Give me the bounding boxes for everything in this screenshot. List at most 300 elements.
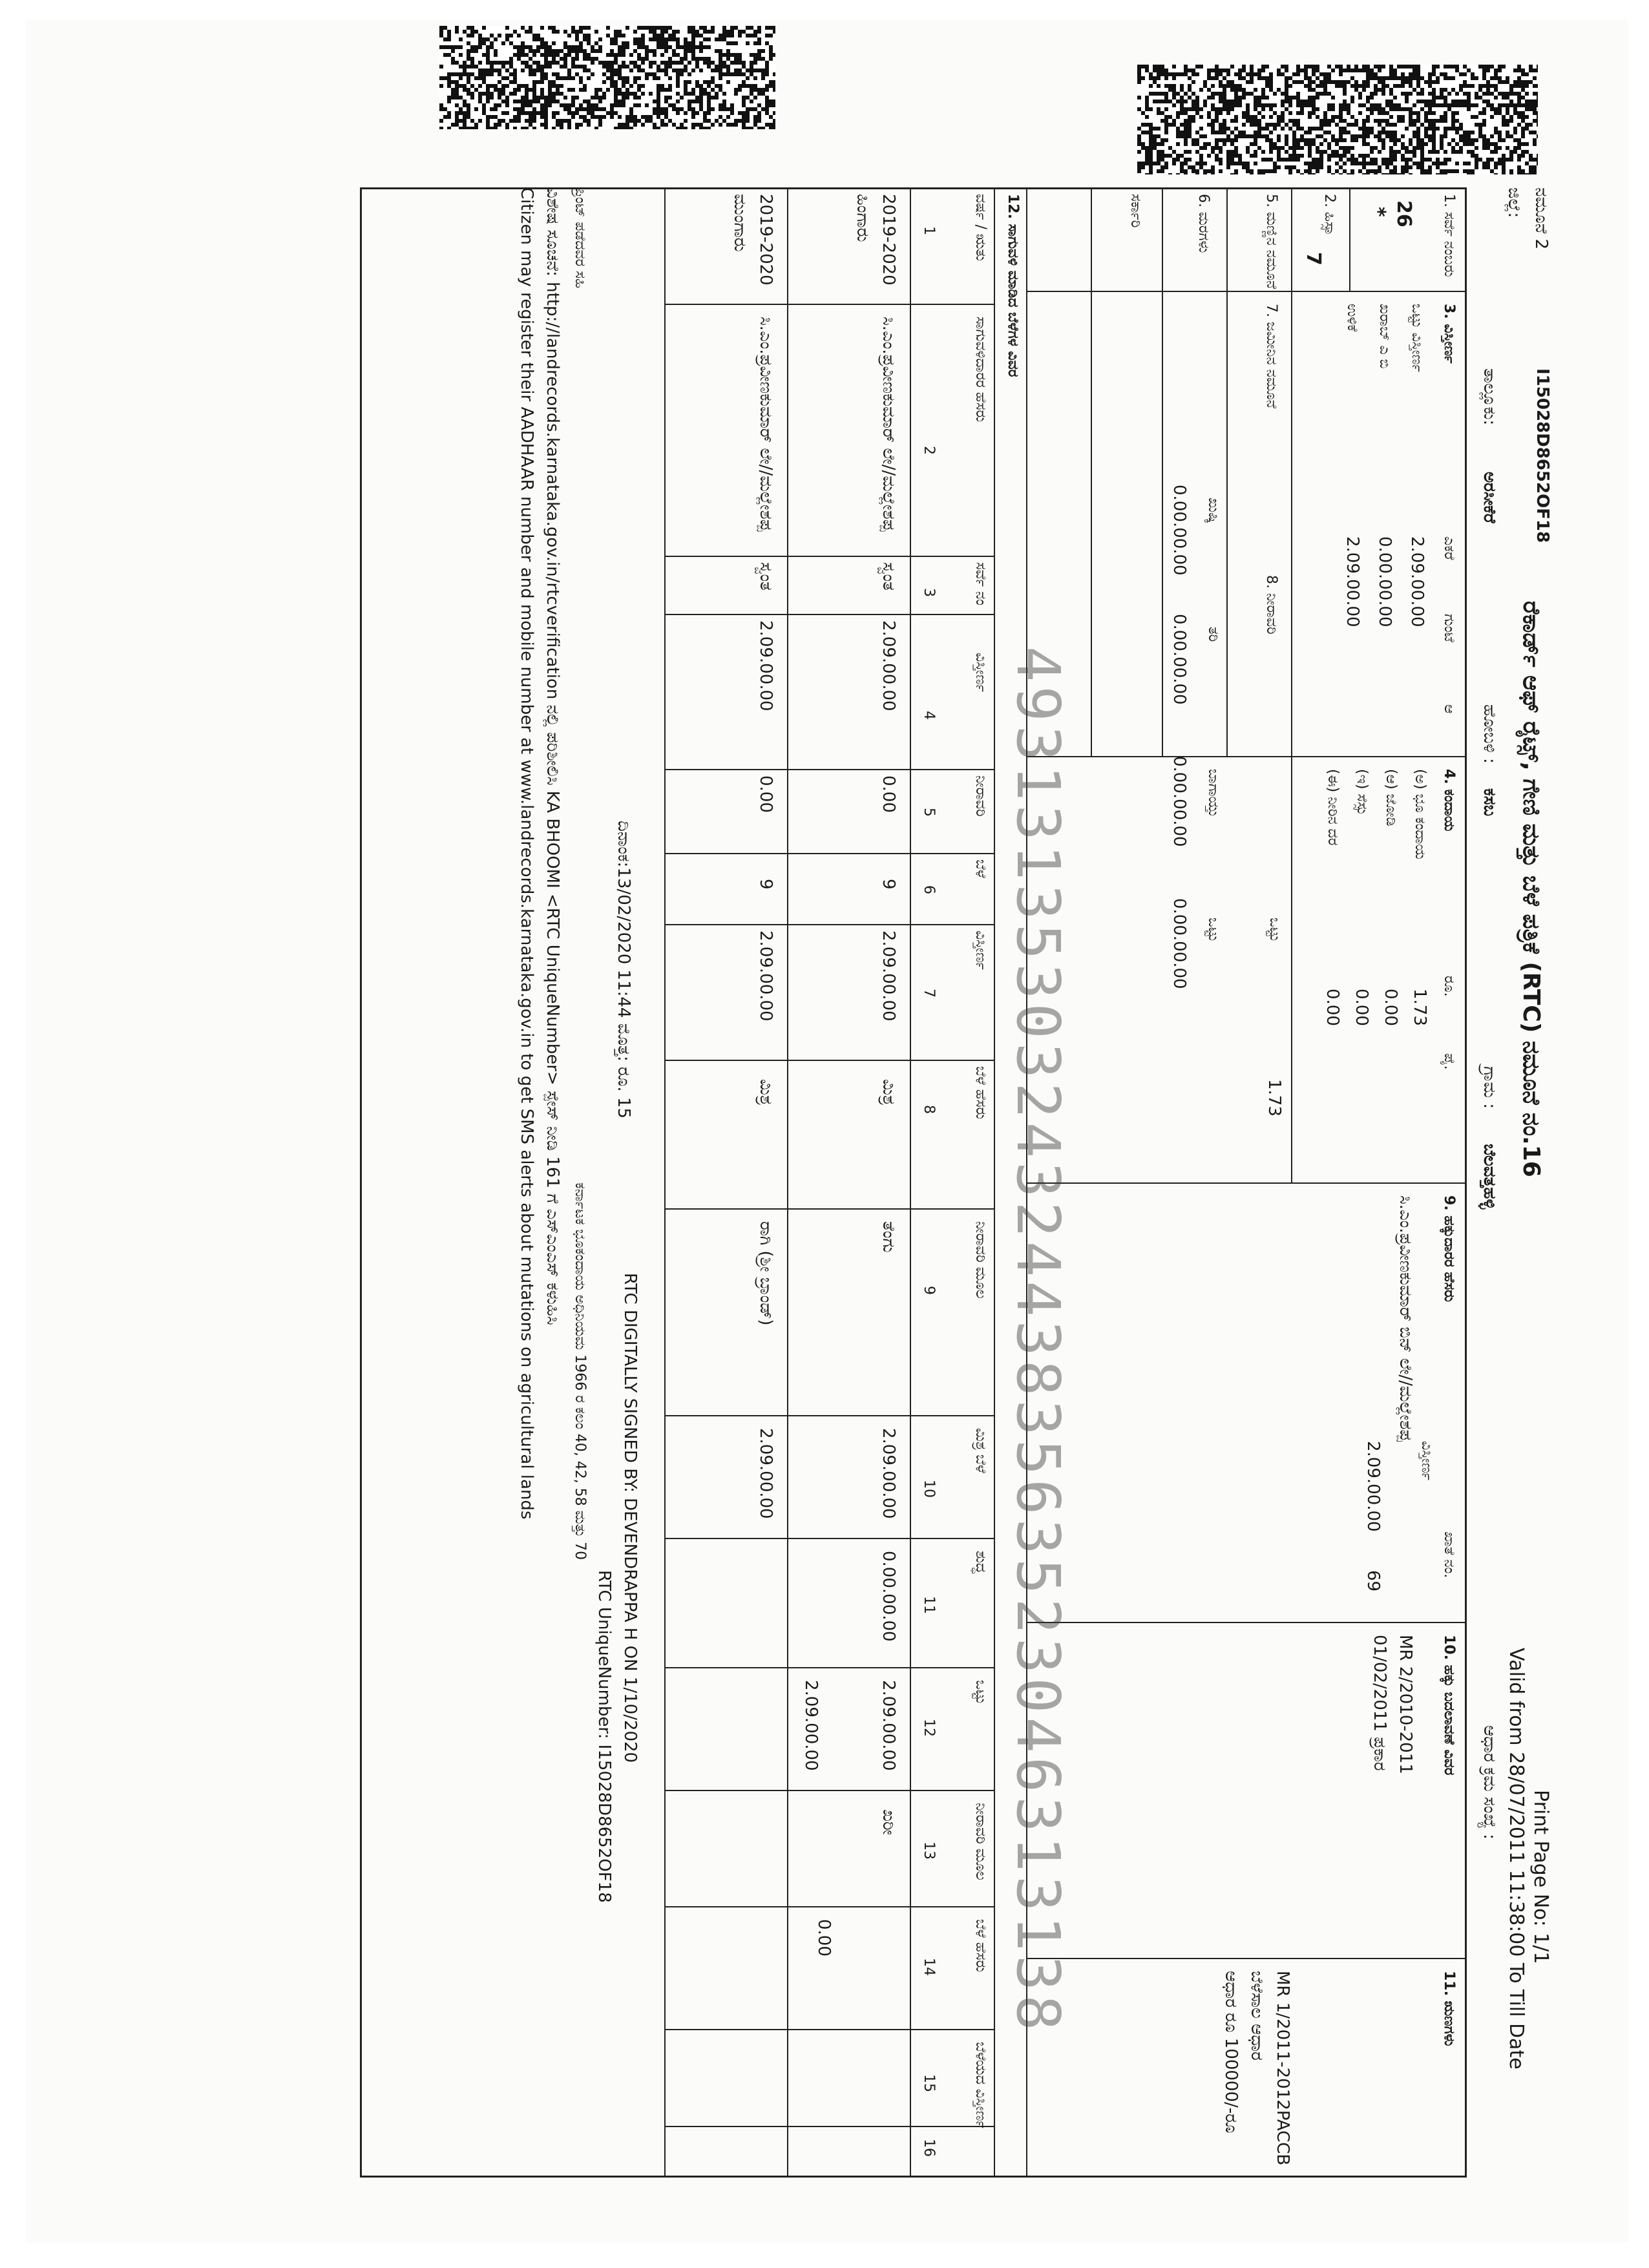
barcode-module xyxy=(773,53,775,57)
barcode-module xyxy=(1358,169,1362,173)
barcode-module xyxy=(1273,142,1277,146)
barcode-module xyxy=(1288,111,1292,115)
barcode-module xyxy=(1257,100,1261,103)
barcode-module xyxy=(494,61,498,65)
barcode-module xyxy=(482,26,486,30)
barcode-module xyxy=(1172,158,1176,162)
barcode-module xyxy=(1486,165,1490,169)
barcode-module xyxy=(1238,88,1242,92)
barcode-module xyxy=(699,100,703,103)
barcode-module xyxy=(1339,65,1343,68)
barcode-module xyxy=(459,119,463,123)
barcode-module xyxy=(707,80,711,84)
barcode-module xyxy=(1219,96,1223,100)
barcode-module xyxy=(1180,169,1184,173)
barcode-module xyxy=(1257,111,1261,115)
barcode-module xyxy=(1254,88,1257,92)
barcode-module xyxy=(1223,127,1226,131)
barcode-module xyxy=(1385,131,1389,134)
barcode-module xyxy=(463,68,467,72)
barcode-module xyxy=(1509,119,1513,123)
barcode-module xyxy=(1393,96,1397,100)
barcode-module xyxy=(1199,65,1203,68)
barcode-module xyxy=(1459,100,1463,103)
barcode-module xyxy=(610,61,614,65)
barcode-module xyxy=(1389,100,1393,103)
barcode-module xyxy=(1168,115,1172,119)
crop-column-rule xyxy=(666,1667,995,1668)
barcode-module xyxy=(1180,96,1184,100)
barcode-module xyxy=(1413,65,1416,68)
barcode-module xyxy=(664,88,668,92)
barcode-module xyxy=(1296,68,1300,72)
barcode-module xyxy=(1482,100,1486,103)
barcode-module xyxy=(1432,162,1436,165)
barcode-module xyxy=(1285,142,1288,146)
barcode-module xyxy=(1405,162,1409,165)
barcode-module xyxy=(470,84,474,88)
crop-r2-c9: ರಾಗಿ (ಶ್ರೀ ಬ್ರಾಂಡ್) xyxy=(756,1221,775,1326)
barcode-module xyxy=(773,84,775,88)
barcode-module xyxy=(1172,119,1176,123)
barcode-module xyxy=(1424,169,1428,173)
barcode-module xyxy=(625,115,629,119)
barcode-module xyxy=(1250,92,1254,96)
barcode-module xyxy=(560,127,563,129)
barcode-module xyxy=(1261,68,1265,72)
barcode-module xyxy=(1238,154,1242,158)
barcode-module xyxy=(1180,111,1184,115)
barcode-module xyxy=(1409,107,1413,111)
barcode-module xyxy=(1451,123,1455,127)
barcode-module xyxy=(1463,138,1467,142)
barcode-module xyxy=(680,61,684,65)
barcode-module xyxy=(703,88,707,92)
barcode-module xyxy=(1172,88,1176,92)
barcode-module xyxy=(1207,169,1211,173)
barcode-module xyxy=(1478,111,1482,115)
barcode-module xyxy=(463,123,467,127)
barcode-module xyxy=(1288,127,1292,131)
barcode-module xyxy=(1471,76,1475,80)
barcode-module xyxy=(1517,158,1521,162)
barcode-module xyxy=(1362,142,1366,146)
barcode-module xyxy=(1378,131,1381,134)
barcode-module xyxy=(1428,103,1432,107)
barcode-module xyxy=(1157,92,1161,96)
barcode-module xyxy=(536,100,540,103)
encumbrance-label: 11. ಋಣಗಳು xyxy=(1441,1971,1457,2046)
barcode-module xyxy=(1269,169,1273,173)
barcode-module xyxy=(544,111,548,115)
barcode-module xyxy=(598,88,602,92)
barcode-module xyxy=(1257,127,1261,131)
crop-n-14: 14 xyxy=(921,1958,937,1976)
barcode-module xyxy=(1238,162,1242,165)
barcode-module xyxy=(1335,142,1339,146)
crop-column-rule xyxy=(666,304,995,305)
barcode-module xyxy=(1358,96,1362,100)
barcode-module xyxy=(618,68,622,72)
barcode-module xyxy=(1254,115,1257,119)
barcode-module xyxy=(633,30,637,34)
barcode-module xyxy=(1180,162,1184,165)
barcode-module xyxy=(668,37,672,41)
barcode-module xyxy=(688,41,691,45)
barcode-module xyxy=(765,84,769,88)
barcode-module xyxy=(1211,146,1215,150)
barcode-module xyxy=(1331,107,1335,111)
barcode-module xyxy=(1420,138,1424,142)
barcode-module xyxy=(1517,146,1521,150)
barcode-module xyxy=(653,100,656,103)
barcode-module xyxy=(1323,72,1327,76)
barcode-module xyxy=(1219,72,1223,76)
barcode-module xyxy=(730,72,734,76)
barcode-module xyxy=(676,53,680,57)
barcode-module xyxy=(1335,162,1339,165)
barcode-module xyxy=(571,57,575,61)
barcode-module xyxy=(563,57,567,61)
barcode-module xyxy=(1246,107,1250,111)
barcode-module xyxy=(1424,115,1428,119)
barcode-module xyxy=(1467,107,1471,111)
barcode-module xyxy=(1509,92,1513,96)
barcode-module xyxy=(668,119,672,123)
barcode-module xyxy=(1234,154,1238,158)
barcode-module xyxy=(1362,162,1366,165)
barcode-module xyxy=(591,45,594,49)
barcode-module xyxy=(1296,123,1300,127)
barcode-module xyxy=(490,65,494,68)
barcode-module xyxy=(645,76,649,80)
barcode-module xyxy=(1362,68,1366,72)
barcode-module xyxy=(1486,84,1490,88)
crop-n-11: 11 xyxy=(921,1596,937,1614)
barcode-module xyxy=(1230,142,1234,146)
land-type-label: 7. ಜಮೀನಿನ ನಮೂನೆ xyxy=(1263,304,1279,408)
barcode-module xyxy=(641,123,645,127)
barcode-module xyxy=(1385,111,1389,115)
barcode-module xyxy=(1385,119,1389,123)
barcode-module xyxy=(719,49,722,53)
barcode-module xyxy=(614,53,618,57)
barcode-module xyxy=(1366,84,1370,88)
barcode-module xyxy=(1362,134,1366,138)
barcode-module xyxy=(1164,115,1168,119)
barcode-module xyxy=(622,61,625,65)
barcode-module xyxy=(614,61,618,65)
barcode-module xyxy=(494,127,498,129)
barcode-module xyxy=(1184,111,1188,115)
barcode-module xyxy=(1451,169,1455,173)
barcode-module xyxy=(676,45,680,49)
barcode-module xyxy=(1521,154,1525,158)
barcode-module xyxy=(540,111,544,115)
barcode-module xyxy=(1265,134,1269,138)
barcode-module xyxy=(625,92,629,96)
barcode-module xyxy=(1164,127,1168,131)
barcode-module xyxy=(1316,169,1319,173)
barcode-module xyxy=(676,111,680,115)
barcode-module xyxy=(757,119,761,123)
barcode-module xyxy=(1374,76,1378,80)
barcode-module xyxy=(1145,150,1149,154)
barcode-module xyxy=(610,84,614,88)
barcode-module xyxy=(594,30,598,34)
barcode-module xyxy=(1467,134,1471,138)
barcode-module xyxy=(1219,138,1223,142)
barcode-module xyxy=(1184,169,1188,173)
barcode-module xyxy=(707,45,711,49)
barcode-module xyxy=(1401,158,1405,162)
barcode-module xyxy=(1362,88,1366,92)
barcode-module xyxy=(1517,84,1521,88)
barcode-module xyxy=(1347,131,1350,134)
barcode-module xyxy=(447,96,451,100)
barcode-module xyxy=(1416,162,1420,165)
encumbrance-entry3: ಆಧಾರ ರೂ 100000/-ರೂ xyxy=(1221,1971,1241,2134)
barcode-module xyxy=(722,100,726,103)
barcode-module xyxy=(1440,146,1444,150)
barcode-module xyxy=(610,111,614,115)
barcode-module xyxy=(571,96,575,100)
barcode-module xyxy=(560,84,563,88)
barcode-module xyxy=(1335,154,1339,158)
barcode-module xyxy=(490,84,494,88)
barcode-module xyxy=(1486,103,1490,107)
barcode-module xyxy=(610,49,614,53)
barcode-module xyxy=(637,88,641,92)
barcode-module xyxy=(622,45,625,49)
barcode-module xyxy=(532,84,536,88)
barcode-module xyxy=(1509,88,1513,92)
barcode-module xyxy=(660,84,664,88)
barcode-module xyxy=(1463,134,1467,138)
barcode-module xyxy=(1381,88,1385,92)
crop-h-10: ಮಿಶ್ರ ಬೆಳೆ xyxy=(972,1428,989,1473)
barcode-module xyxy=(509,57,513,61)
barcode-module xyxy=(1440,134,1444,138)
barcode-module xyxy=(691,107,695,111)
barcode-module xyxy=(1354,134,1358,138)
barcode-module xyxy=(1250,72,1254,76)
barcode-module xyxy=(1389,150,1393,154)
barcode-module xyxy=(598,37,602,41)
barcode-module xyxy=(470,127,474,129)
barcode-module xyxy=(1149,92,1153,96)
barcode-module xyxy=(1157,100,1161,103)
barcode-module xyxy=(1141,165,1145,169)
barcode-module xyxy=(1517,169,1521,173)
barcode-module xyxy=(622,100,625,103)
barcode-module xyxy=(769,26,773,30)
crop-h-14: ಬೆಳೆ ಹೆಸರು xyxy=(972,1919,989,1973)
barcode-module xyxy=(529,103,532,107)
barcode-module xyxy=(1509,169,1513,173)
barcode-module xyxy=(1149,72,1153,76)
barcode-module xyxy=(622,53,625,57)
barcode-module xyxy=(746,96,750,100)
taluk-label: ತಾಲ್ಲೂಕು: xyxy=(1480,368,1499,426)
barcode-module xyxy=(1521,111,1525,115)
barcode-module xyxy=(1238,100,1242,103)
barcode-module xyxy=(1529,123,1533,127)
barcode-module xyxy=(730,34,734,37)
barcode-module xyxy=(474,123,478,127)
barcode-module xyxy=(637,41,641,45)
barcode-module xyxy=(463,72,467,76)
barcode-module xyxy=(1494,111,1498,115)
barcode-module xyxy=(1459,72,1463,76)
barcode-module xyxy=(664,115,668,119)
barcode-module xyxy=(1405,158,1409,162)
barcode-module xyxy=(1157,76,1161,80)
barcode-module xyxy=(1409,150,1413,154)
barcode-module xyxy=(1265,76,1269,80)
barcode-module xyxy=(1145,146,1149,150)
barcode-module xyxy=(672,103,676,107)
barcode-module xyxy=(633,115,637,119)
barcode-module xyxy=(637,65,641,68)
barcode-module xyxy=(1319,92,1323,96)
barcode-module xyxy=(1416,131,1420,134)
barcode-module xyxy=(753,123,757,127)
barcode-module xyxy=(447,76,451,80)
kandaya-row2-value: 0.00 xyxy=(1381,989,1400,1026)
barcode-module xyxy=(641,68,645,72)
barcode-module xyxy=(668,103,672,107)
barcode-module xyxy=(1238,76,1242,80)
barcode-module xyxy=(1335,84,1339,88)
barcode-module xyxy=(1319,72,1323,76)
barcode-module xyxy=(668,26,672,30)
barcode-module xyxy=(753,88,757,92)
barcode-module xyxy=(1242,131,1246,134)
barcode-module xyxy=(1436,103,1440,107)
barcode-module xyxy=(1168,146,1172,150)
barcode-module xyxy=(625,76,629,80)
barcode-module xyxy=(1440,92,1444,96)
barcode-module xyxy=(1432,92,1436,96)
barcode-module xyxy=(1490,65,1494,68)
barcode-module xyxy=(1455,92,1459,96)
barcode-module xyxy=(1137,169,1141,173)
barcode-module xyxy=(1234,84,1238,88)
barcode-module xyxy=(575,127,579,129)
crop-r1-c12: 2.09.00.00 xyxy=(879,1680,898,1771)
barcode-module xyxy=(1482,162,1486,165)
barcode-module xyxy=(1436,127,1440,131)
page-title: ರೆಕಾರ್ಡ್ ಆಫ್ ರೈಟ್ಸ್, ಗೇಣಿ ಮತ್ತು ಬೆಳೆ ಪತ್ರಿಕೆ (RTC) ನಮೂನೆ ನಂ.16 xyxy=(1518,601,1544,1177)
barcode-module xyxy=(1420,142,1424,146)
barcode-module xyxy=(699,88,703,92)
barcode-module xyxy=(750,88,753,92)
barcode-module xyxy=(1296,158,1300,162)
barcode-module xyxy=(1308,103,1312,107)
barcode-module xyxy=(1405,165,1409,169)
barcode-module xyxy=(1444,65,1447,68)
barcode-module xyxy=(1478,123,1482,127)
barcode-module xyxy=(583,37,587,41)
barcode-module xyxy=(1215,146,1219,150)
barcode-module xyxy=(684,37,688,41)
barcode-module xyxy=(680,107,684,111)
land-val-khushki: 0.00.00.00 xyxy=(1170,485,1189,576)
barcode-module xyxy=(606,76,610,80)
barcode-module xyxy=(750,34,753,37)
barcode-module xyxy=(552,96,556,100)
barcode-module xyxy=(1296,111,1300,115)
barcode-module xyxy=(513,45,517,49)
barcode-module xyxy=(1296,142,1300,146)
barcode-module xyxy=(447,34,451,37)
barcode-module xyxy=(742,80,746,84)
barcode-module xyxy=(656,84,660,88)
barcode-module xyxy=(1440,162,1444,165)
barcode-module xyxy=(1153,76,1157,80)
barcode-module xyxy=(1137,150,1141,154)
barcode-module xyxy=(711,96,715,100)
barcode-module xyxy=(1420,158,1424,162)
barcode-module xyxy=(1304,162,1308,165)
barcode-module xyxy=(699,107,703,111)
barcode-module xyxy=(1537,65,1538,68)
barcode-module xyxy=(653,34,656,37)
barcode-module xyxy=(1506,103,1509,107)
barcode-module xyxy=(1428,111,1432,115)
barcode-module xyxy=(1467,96,1471,100)
barcode-module xyxy=(1180,88,1184,92)
barcode-module xyxy=(1211,127,1215,131)
barcode-module xyxy=(1281,72,1285,76)
barcode-module xyxy=(552,92,556,96)
barcode-module xyxy=(746,76,750,80)
barcode-module xyxy=(1199,146,1203,150)
barcode-module xyxy=(1254,100,1257,103)
barcode-module xyxy=(1475,92,1478,96)
barcode-module xyxy=(513,30,517,34)
barcode-module xyxy=(1467,131,1471,134)
barcode-module xyxy=(656,34,660,37)
barcode-module xyxy=(498,96,501,100)
barcode-module xyxy=(563,53,567,57)
barcode-module xyxy=(1463,92,1467,96)
barcode-module xyxy=(583,100,587,103)
barcode-module xyxy=(1362,123,1366,127)
barcode-module xyxy=(1401,80,1405,84)
barcode-module xyxy=(1494,162,1498,165)
barcode-module xyxy=(1238,158,1242,162)
barcode-module xyxy=(552,72,556,76)
barcode-module xyxy=(1482,76,1486,80)
crop-column-rule xyxy=(666,614,995,615)
barcode-module xyxy=(719,115,722,119)
barcode-module xyxy=(459,72,463,76)
barcode-module xyxy=(1234,115,1238,119)
barcode-module xyxy=(1308,100,1312,103)
barcode-module xyxy=(742,119,746,123)
barcode-module xyxy=(606,53,610,57)
barcode-module xyxy=(691,100,695,103)
barcode-module xyxy=(1219,146,1223,150)
barcode-module xyxy=(641,37,645,41)
barcode-module xyxy=(571,30,575,34)
barcode-module xyxy=(529,100,532,103)
barcode-module xyxy=(1257,96,1261,100)
barcode-module xyxy=(769,100,773,103)
barcode-module xyxy=(761,88,765,92)
